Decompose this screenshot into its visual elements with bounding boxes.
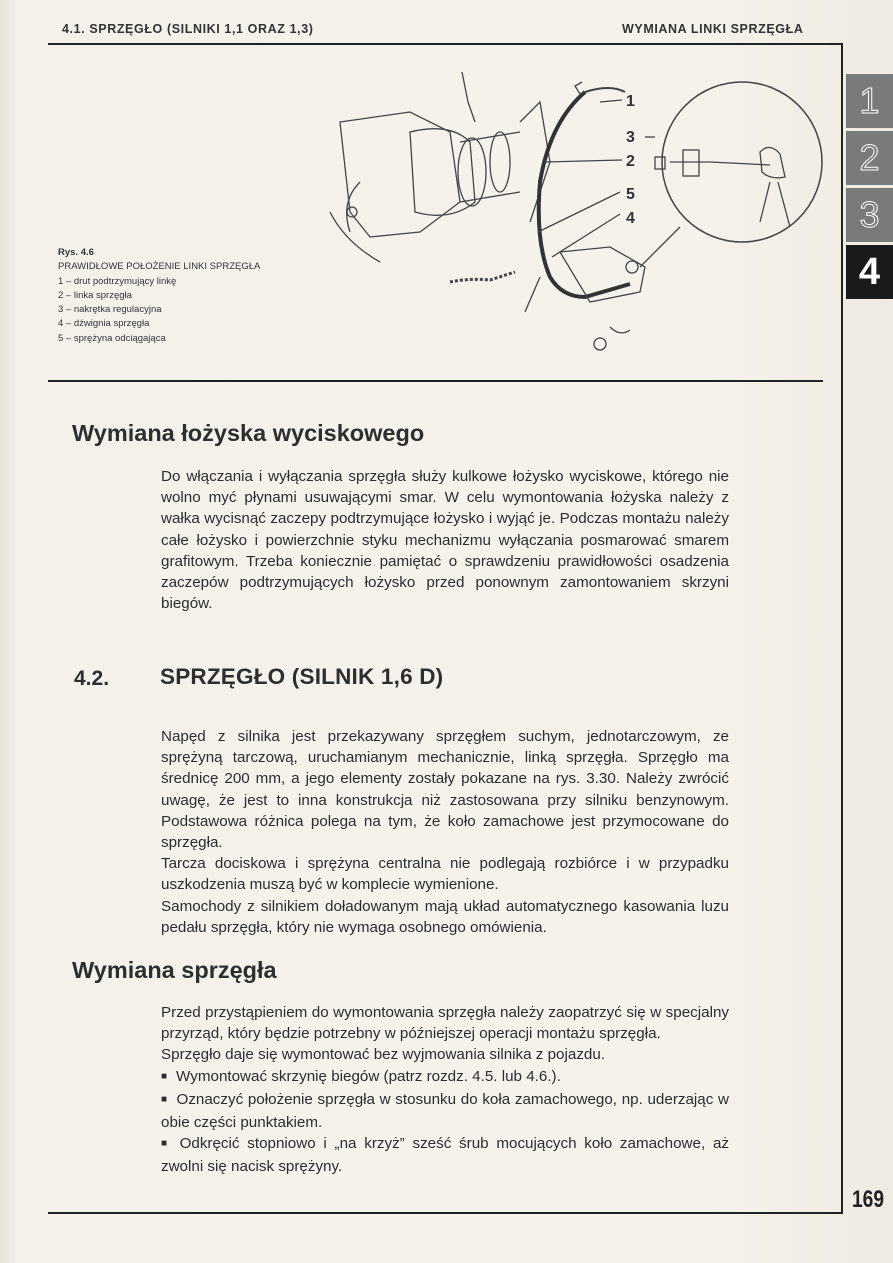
legend-item: 1 – drut podtrzymujący linkę [58,275,177,287]
callout-4: 4 [626,210,635,227]
chapter-tab-1[interactable]: 1 [846,74,893,128]
figure-title: PRAWIDŁOWE POŁOŻENIE LINKI SPRZĘGŁA [58,261,261,273]
clutch-step: ■ Oznaczyć położenie sprzęgła w stosunku do koła zamachowego, np. uderzając w obie części punktakiem. [161,1089,729,1133]
running-header-right: WYMIANA LINKI SPRZĘGŁA [622,22,804,36]
header-divider [48,43,843,45]
figure-caption [58,246,260,346]
callout-2: 2 [626,153,635,170]
callout-1: 1 [626,93,635,110]
section-42-body [161,726,729,938]
clutch-paragraph-1: Przed przystąpieniem do wymontowania sprzęgła należy zaopatrzyć się w specjalny przyrząd, który będzie potrzebny w późniejszej operacji montażu sprzęgła. [161,1004,729,1043]
clutch-paragraph-2: Sprzęgło daje się wymontować bez wyjmowania silnika z pojazdu. [161,1046,606,1064]
figure-divider [48,380,823,382]
clutch-step: ■ Wymontować skrzynię biegów (patrz rozdz. 4.5. lub 4.6.). [161,1066,729,1089]
section-42-paragraph-1: Napęd z silnika jest przekazywany sprzęgłem suchym, jednotarczowym, ze sprężyną tarczową, uruchamianym mechanicznie, linką sprzęgła. Sprzęgło ma średnicę 200 mm, a jego elementy zostały pokazane na rys. 3.30. Należy zwrócić uwagę, że jest to inna konstrukcja niż zastosowana przy silniku benzynowym. Podstawowa różnica polega na tym, że koło zamachowe jest przymocowane do sprzęgła. [161,728,729,852]
legend-item: 5 – sprężyna odciągająca [58,332,166,344]
section-number: 4.2. [74,667,110,690]
running-header-left: 4.1. SPRZĘGŁO (SILNIKI 1,1 ORAZ 1,3) [62,22,314,36]
callout-5: 5 [626,186,635,203]
bearing-text: Do włączania i wyłączania sprzęgła służy kulkowe łożysko wyciskowe, którego nie wolno myć płynami usuwającymi smar. W celu wymontowania łożyska należy z wałka wycisnąć zaczepy podtrzymujące łożysko i wyjąć je. Podczas montażu należy całe łożysko i powierzchnie styku mechanizmu wyłączania posmarować smarem grafitowym. Trzeba koniecznie pamiętać o sprawdzeniu prawidłowości osadzenia zaczepów podtrzymujących łożysko przed ponownym zamontowaniem skrzyni biegów. [161,468,729,613]
chapter-tabs [846,74,893,302]
figure-label: Rys. 4.6 [58,247,94,258]
heading-clutch-replacement: Wymiana sprzęgła [72,957,277,983]
section-title: SPRZĘGŁO (SILNIK 1,6 D) [160,664,444,689]
clutch-body [161,1002,729,1178]
heading-bearing-replacement: Wymiana łożyska wyciskowego [72,420,425,446]
footer-divider [48,1212,843,1214]
section-42-paragraph-2: Tarcza dociskowa i sprężyna centralna nie podlegają rozbiórce i w przypadku uszkodzenia muszą być w komplecie wymienione. [161,855,729,894]
page-number: 169 [852,1186,885,1213]
chapter-tab-2[interactable]: 2 [846,131,893,185]
legend-item: 3 – nakrętka regulacyjna [58,304,162,316]
chapter-tab-4-active[interactable]: 4 [846,245,893,299]
legend-item: 2 – linka sprzęgła [58,289,132,301]
legend-item: 4 – dźwignia sprzęgła [58,318,150,330]
chapter-tab-3[interactable]: 3 [846,188,893,242]
section-42-paragraph-3: Samochody z silnikiem doładowanym mają układ automatycznego kasowania luzu pedału sprzęgła, który nie wymaga osobnego omówienia. [161,897,729,936]
bearing-paragraph [161,466,729,614]
clutch-step: ■ Odkręcić stopniowo i „na krzyż” sześć śrub mocujących koło zamachowe, aż zwolni się nacisk sprężyny. [161,1133,729,1177]
clutch-cable-illustration [300,62,830,362]
return-spring [450,272,515,282]
margin-divider [841,43,843,1213]
gearbox-housing [340,112,460,237]
callout-3: 3 [626,129,635,146]
